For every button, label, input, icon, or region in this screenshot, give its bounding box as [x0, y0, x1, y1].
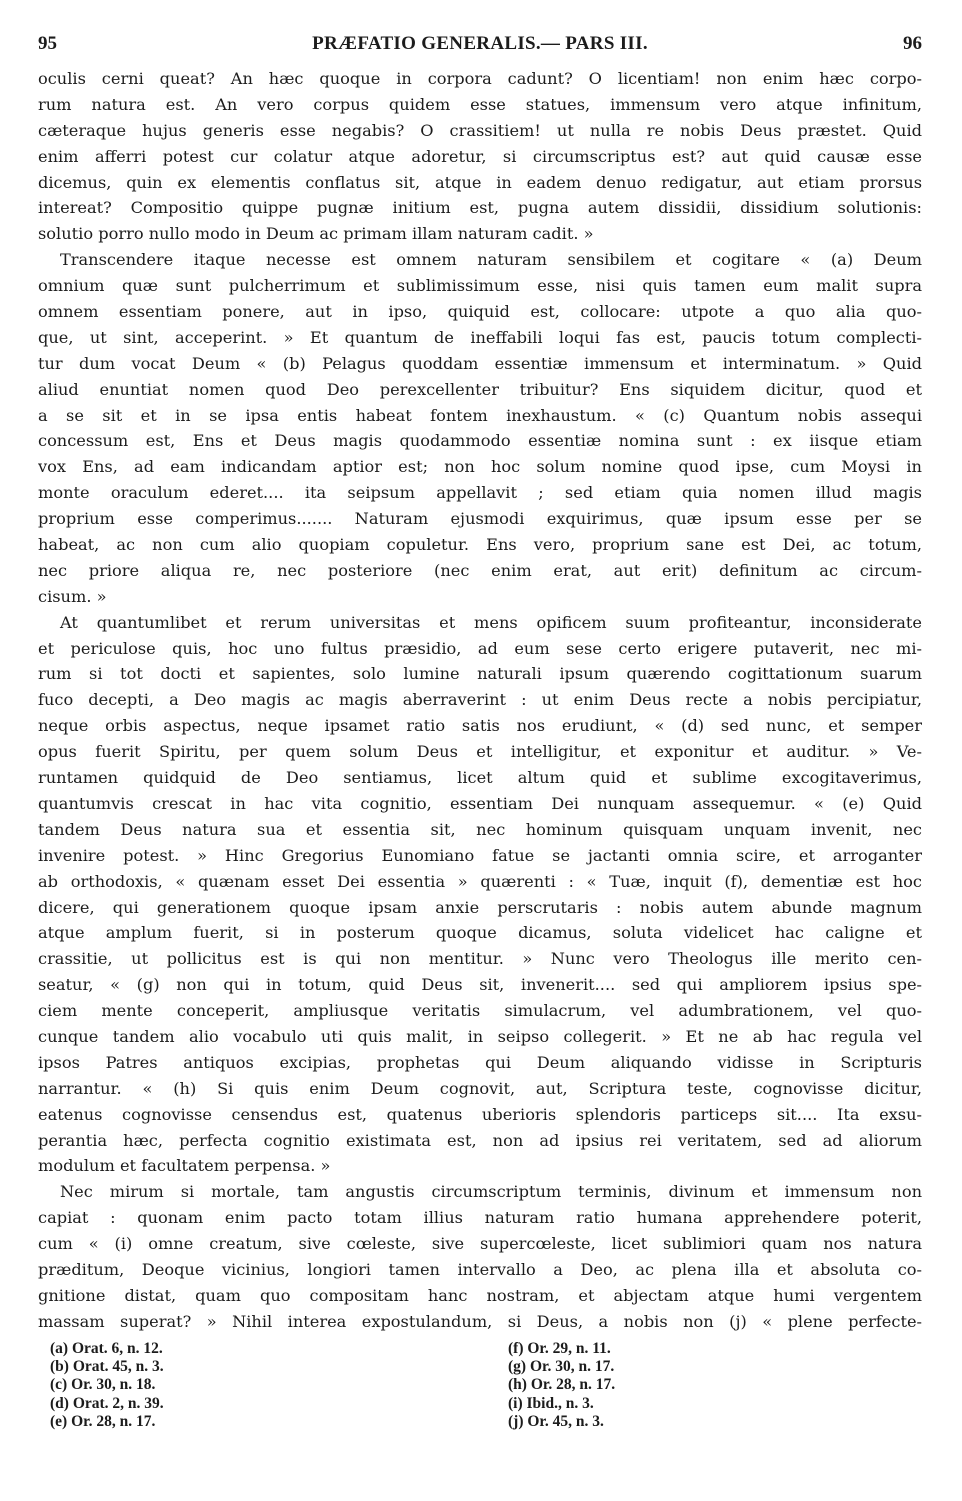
text-line: præditum, Deoque vicinius, longiori tamen intervallo a Deo, ac plena illa et absoluta co- — [38, 1259, 922, 1279]
text-line: ipsos Patres antiquos excipias, prophetas qui Deum aliquando vidisse in Scripturis — [38, 1052, 922, 1072]
text-line: rum natura est. An vero corpus quidem esse statues, immensum vero atque infinitum, — [38, 94, 922, 114]
text-line: dicemus, quin ex elementis conflatus sit, atque in eadem denuo redigatur, aut etiam prorsus — [38, 172, 922, 192]
footnotes-left-column — [50, 1340, 164, 1431]
text-line: cæteraque hujus generis esse negabis? O crassitiem! ut nulla re nobis Deus præstet. Quid — [38, 120, 922, 140]
text-line: nec priore aliqua re, nec posteriore (nec enim erat, aut erit) definitum ac circum- — [38, 560, 922, 580]
text-line: ciem mente conceperit, ampliusque veritatis simulacrum, vel adumbrationem, vel quo- — [38, 1001, 922, 1021]
text-line: oculis cerni queat? An hæc quoque in corpora cadunt? O licentiam! non enim hæc corpo- — [38, 69, 922, 88]
running-title: PRÆFATIO GENERALIS.— PARS III. — [312, 33, 648, 54]
footnote: (a) Orat. 6, n. 12. — [50, 1340, 163, 1357]
footnote: (e) Or. 28, n. 17. — [50, 1412, 156, 1430]
footnote: (i) Ibid., n. 3. — [508, 1394, 594, 1412]
text-line: invenire potest. » Hinc Gregorius Eunomiano fatue se jactanti omnia scire, et arroganter — [38, 845, 922, 865]
text-line: tur dum vocat Deum « (b) Pelagus quoddam essentiæ immensum et interminatum. » Quid — [38, 353, 922, 373]
footnote: (c) Or. 30, n. 18. — [50, 1376, 156, 1394]
page-number-left: 95 — [38, 33, 57, 54]
body-text — [38, 66, 922, 1335]
text-line: cunque tandem alio vocabulo uti quis malit, in seipso collegerit. » Et ne ab hac regula vel — [38, 1026, 922, 1046]
text-line: modulum et facultatem perpensa. » — [38, 1156, 331, 1176]
text-line: concessum est, Ens et Deus magis quodammodo essentiæ nomina sunt : ex iisque etiam — [38, 431, 922, 451]
text-line: seatur, « (g) non qui in totum, quid Deus sit, invenerit.... sed qui ampliorem ipsius spe- — [38, 975, 922, 995]
text-line: runtamen quidquid de Deo sentiamus, licet altum quid et sublime excogitaverimus, — [38, 768, 922, 788]
footnote: (f) Or. 29, n. 11. — [508, 1340, 611, 1357]
text-line: enim afferri potest cur colatur atque adoretur, si circumscriptus est? aut quid causæ esse — [38, 146, 922, 166]
text-line: tandem Deus natura sua et essentia sit, nec hominum quisquam unquam invenit, nec — [38, 819, 922, 839]
page-number-right: 96 — [903, 33, 922, 54]
text-line: intereat? Compositio quippe pugnæ initium est, pugna autem dissidii, dissidium solutionis: — [38, 198, 922, 218]
text-line: capiat : quonam enim pacto totam illius naturam ratio humana apprehendere poterit, — [38, 1208, 922, 1228]
text-line: solutio porro nullo modo in Deum ac primam illam naturam cadit. » — [38, 224, 594, 244]
text-line: Nec mirum si mortale, tam angustis circumscriptum terminis, divinum et immensum non — [60, 1182, 922, 1202]
text-line: cum « (i) omne creatum, sive cœleste, sive supercœleste, licet sublimiori quam nos natura — [38, 1234, 922, 1254]
text-line: omnem essentiam ponere, aut in ipso, quiquid est, collocare: utpote a quo alia quo- — [38, 302, 922, 322]
footnote: (g) Or. 30, n. 17. — [508, 1358, 615, 1376]
text-line: massam superat? » Nihil interea expostulandum, si Deus, a nobis non (j) « plene perfecte- — [38, 1311, 922, 1331]
footnote: (b) Orat. 45, n. 3. — [50, 1358, 164, 1376]
text-line: ab orthodoxis, « quænam esset Dei essentia » quærenti : « Tuæ, inquit (f), dementiæ est hoc — [38, 871, 922, 891]
text-line: et periculose quis, hoc uno fultus præsidio, ad eum sese certo erigere putaverit, nec mi- — [38, 638, 922, 658]
text-line: Transcendere itaque necesse est omnem naturam sensibilem et cogitare « (a) Deum — [60, 250, 922, 270]
text-line: rum si tot docti et sapientes, solo lumine naturali ipsum quærendo cogittationum suarum — [38, 664, 922, 684]
text-line: omnium quæ sunt pulcherrimum et sublimissimum esse, nisi quis tamen eum malit supra — [38, 276, 922, 296]
text-line: At quantumlibet et rerum universitas et mens opificem suum profiteantur, inconsiderate — [60, 612, 922, 632]
footnotes-right-column — [508, 1340, 615, 1431]
text-line: a se sit et in se ipsa entis habeat fontem inexhaustum. « (c) Quantum nobis assequi — [38, 405, 922, 425]
text-line: cisum. » — [38, 586, 107, 606]
text-line: fuco decepti, a Deo magis ac magis aberraverint : ut enim Deus recte a nobis percipiatur, — [38, 690, 922, 710]
footnote: (j) Or. 45, n. 3. — [508, 1412, 604, 1430]
footnote: (d) Orat. 2, n. 39. — [50, 1394, 164, 1412]
text-line: proprium esse comperimus....... Naturam ejusmodi exquirimus, quæ ipsum esse per se — [38, 509, 922, 529]
running-header — [38, 33, 922, 59]
text-line: quantumvis crescat in hac vita cognitio, essentiam Dei nunquam assequemur. « (e) Quid — [38, 793, 922, 813]
text-line: habeat, ac non cum alio quopiam copuletur. Ens vero, proprium sane est Dei, ac totum, — [38, 535, 922, 555]
text-line: atque amplum fuerit, si in posterum quoque dicamus, soluta videlicet hac caligne et — [38, 923, 922, 943]
text-line: narrantur. « (h) Si quis enim Deum cognovit, aut, Scriptura teste, cognovisse dicitur, — [38, 1078, 922, 1098]
text-line: monte oraculum ederet.... ita seipsum appellavit ; sed etiam quia nomen illud magis — [38, 483, 922, 503]
text-line: vox Ens, ad eam indicandam aptior est; non hoc solum nomine quod ipse, cum Moysi in — [38, 457, 922, 477]
text-line: aliud enuntiat nomen quod Deo perexcellenter tribuitur? Ens siquidem dicitur, quod et — [38, 379, 922, 399]
footnote: (h) Or. 28, n. 17. — [508, 1376, 616, 1394]
text-line: eatenus cognovisse censendus est, quatenus uberioris splendoris particeps sit.... Ita exsu- — [38, 1104, 922, 1124]
text-line: perantia hæc, perfecta cognitio existimata est, non ad ipsius rei veritatem, sed ad aliorum — [38, 1130, 922, 1150]
text-line: que, ut sint, acceperint. » Et quantum de ineffabili loqui fas est, paucis totum complecti- — [38, 327, 922, 347]
text-line: gnitione distat, quam quo compositam hanc nostram, et abjectam atque humi vergentem — [38, 1285, 922, 1305]
text-line: crassitie, ut pollicitus est is qui non mentitur. » Nunc vero Theologus ille merito cen- — [38, 949, 922, 969]
text-line: neque orbis aspectus, neque ipsamet ratio satis nos erudiunt, « (d) sed nunc, et semper — [38, 716, 922, 736]
text-line: dicere, qui generationem quoque ipsam anxie perscrutaris : nobis autem abunde magnum — [38, 897, 922, 917]
text-line: opus fuerit Spiritu, per quem solum Deus et intelligitur, et exponitur et auditur. » Ve- — [38, 742, 922, 762]
